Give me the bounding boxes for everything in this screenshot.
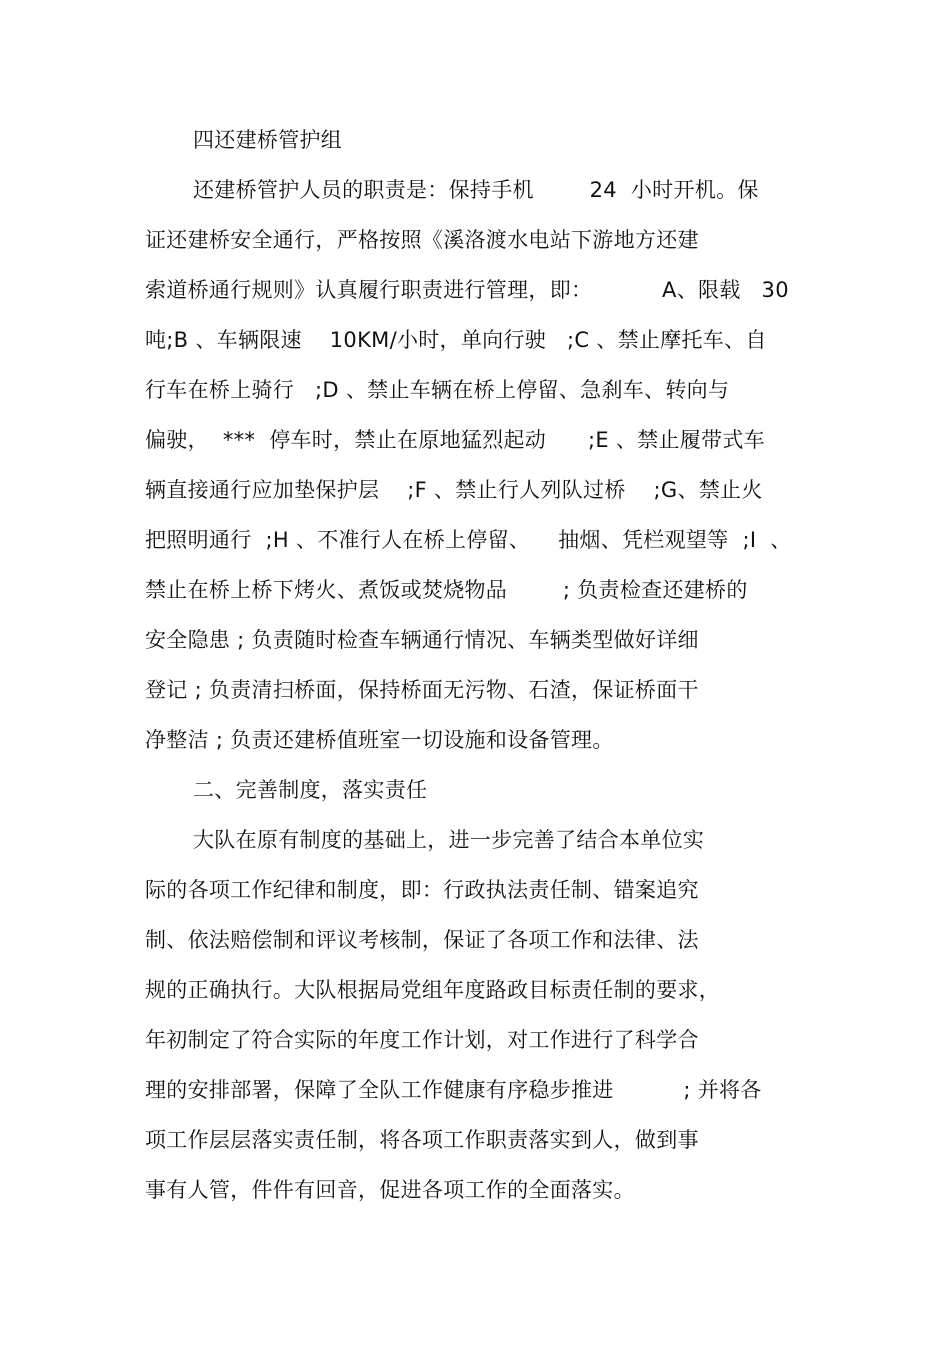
- paragraph-line: 还建桥管护人员的职责是：保持手机 24 小时开机。保: [193, 178, 759, 202]
- paragraph-line: 净整洁 ; 负责还建桥值班室一切设施和设备管理。: [145, 728, 614, 752]
- paragraph-line: 大队在原有制度的基础上，进一步完善了结合本单位实: [193, 828, 705, 852]
- paragraph-line: 年初制定了符合实际的年度工作计划，对工作进行了科学合: [145, 1028, 699, 1052]
- paragraph-line: 吨;B 、车辆限速 10KM/小时，单向行驶 ;C 、禁止摩托车、自: [145, 328, 767, 352]
- paragraph-line: 制、依法赔偿制和评议考核制，保证了各项工作和法律、法: [145, 928, 699, 952]
- paragraph-line: 证还建桥安全通行，严格按照《溪洛渡水电站下游地方还建: [145, 228, 699, 252]
- paragraph-line: 登记 ; 负责清扫桥面，保持桥面无污物、石渣，保证桥面干: [145, 678, 699, 702]
- paragraph-line: 禁止在桥上桥下烤火、煮饭或焚烧物品 ; 负责检查还建桥的: [145, 578, 748, 602]
- paragraph-line: 偏驶， *** 停车时，禁止在原地猛烈起动 ;E 、禁止履带式车: [145, 428, 765, 452]
- paragraph-line: 规的正确执行。大队根据局党组年度路政目标责任制的要求，: [145, 978, 721, 1002]
- paragraph-line: 把照明通行 ;H 、不准行人在桥上停留、 抽烟、凭栏观望等 ;I 、: [145, 528, 792, 552]
- paragraph-line: 安全隐患 ; 负责随时检查车辆通行情况、车辆类型做好详细: [145, 628, 699, 652]
- paragraph-line: 索道桥通行规则》认真履行职责进行管理，即： A、限载 30: [145, 278, 789, 302]
- paragraph-line: 理的安排部署，保障了全队工作健康有序稳步推进 ; 并将各: [145, 1078, 762, 1102]
- section-heading-4: 四还建桥管护组: [193, 128, 343, 152]
- section-heading-2: 二、完善制度，落实责任: [193, 778, 428, 802]
- paragraph-line: 行车在桥上骑行 ;D 、禁止车辆在桥上停留、急刹车、转向与: [145, 378, 730, 402]
- paragraph-line: 事有人管，件件有回音，促进各项工作的全面落实。: [145, 1178, 635, 1202]
- paragraph-line: 项工作层层落实责任制，将各项工作职责落实到人，做到事: [145, 1128, 699, 1152]
- paragraph-line: 辆直接通行应加垫保护层 ;F 、禁止行人列队过桥 ;G、禁止火: [145, 478, 763, 502]
- paragraph-line: 际的各项工作纪律和制度，即：行政执法责任制、错案追究: [145, 878, 699, 902]
